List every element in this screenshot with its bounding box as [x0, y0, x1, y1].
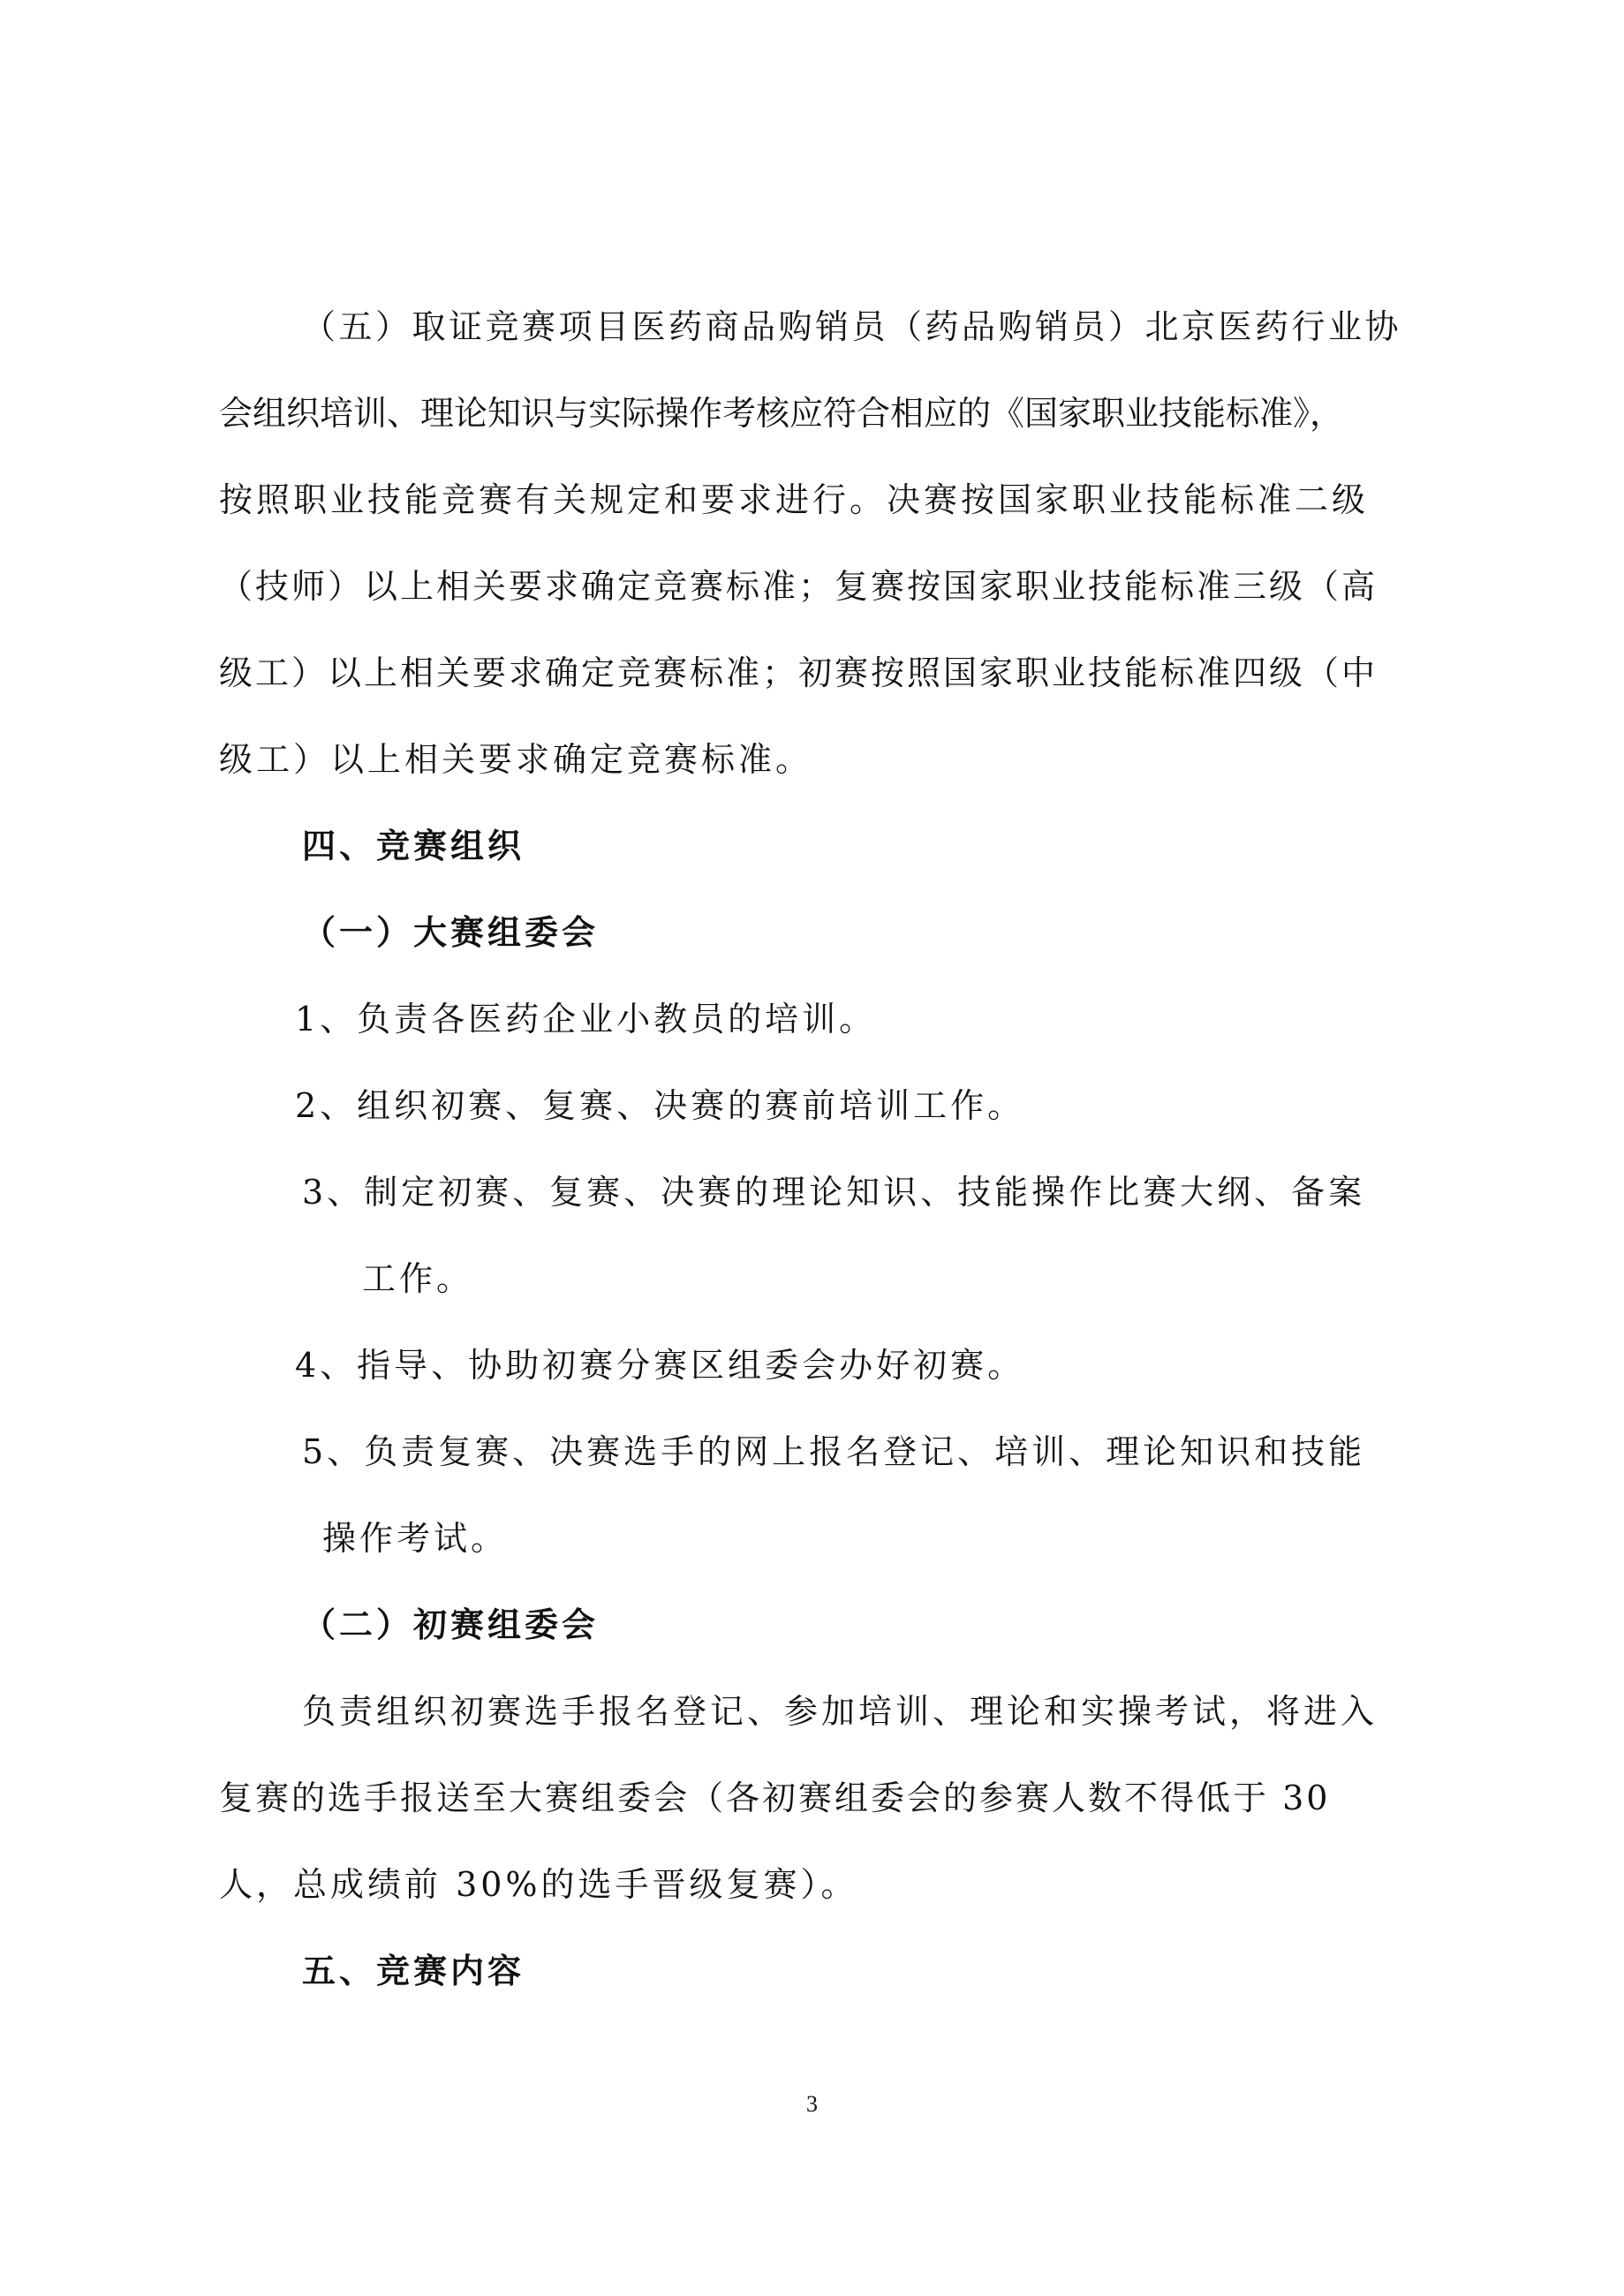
paragraph-5-line-1: （五）取证竞赛项目医药商品购销员（药品购销员）北京医药行业协: [302, 307, 1402, 346]
paragraph-5-line-6: 级工）以上相关要求确定竞赛标准。: [219, 740, 813, 779]
paragraph-5-line-4: （技师）以上相关要求确定竞赛标准；复赛按国家职业技能标准三级（高: [219, 567, 1379, 606]
paragraph-5-line-5: 级工）以上相关要求确定竞赛标准；初赛按照国家职业技能标准四级（中: [219, 653, 1379, 692]
list-item-1: 1、负责各医药企业小教员的培训。: [295, 1000, 877, 1038]
section-heading-5: 五、竞赛内容: [302, 1952, 525, 1990]
list-item-2: 2、组织初赛、复赛、决赛的赛前培训工作。: [295, 1086, 1025, 1125]
paragraph-prelim-line-1: 负责组织初赛选手报名登记、参加培训、理论和实操考试，将进入: [302, 1692, 1379, 1731]
list-item-3: 3、制定初赛、复赛、决赛的理论知识、技能操作比赛大纲、备案: [302, 1173, 1366, 1212]
list-item-4: 4、指导、协助初赛分赛区组委会办好初赛。: [295, 1346, 1025, 1385]
page-number: 3: [806, 2091, 818, 2117]
paragraph-prelim-line-2: 复赛的选手报送至大赛组委会（各初赛组委会的参赛人数不得低于 30: [219, 1779, 1331, 1817]
paragraph-5-line-2: 会组织培训、理论知识与实际操作考核应符合相应的《国家职业技能标准》，: [219, 394, 1344, 433]
section-heading-4: 四、竞赛组织: [302, 827, 525, 865]
subsection-heading-2: （二）初赛组委会: [302, 1605, 600, 1644]
list-item-3-continuation: 工作。: [362, 1259, 474, 1298]
subsection-heading-1: （一）大赛组委会: [302, 913, 600, 952]
paragraph-5-line-3: 按照职业技能竞赛有关规定和要求进行。决赛按国家职业技能标准二级: [219, 480, 1370, 519]
list-item-5-continuation: 操作考试。: [322, 1519, 509, 1558]
list-item-5: 5、负责复赛、决赛选手的网上报名登记、培训、理论知识和技能: [302, 1432, 1366, 1471]
paragraph-prelim-line-3: 人，总成绩前 30%的选手晋级复赛）。: [219, 1865, 858, 1904]
